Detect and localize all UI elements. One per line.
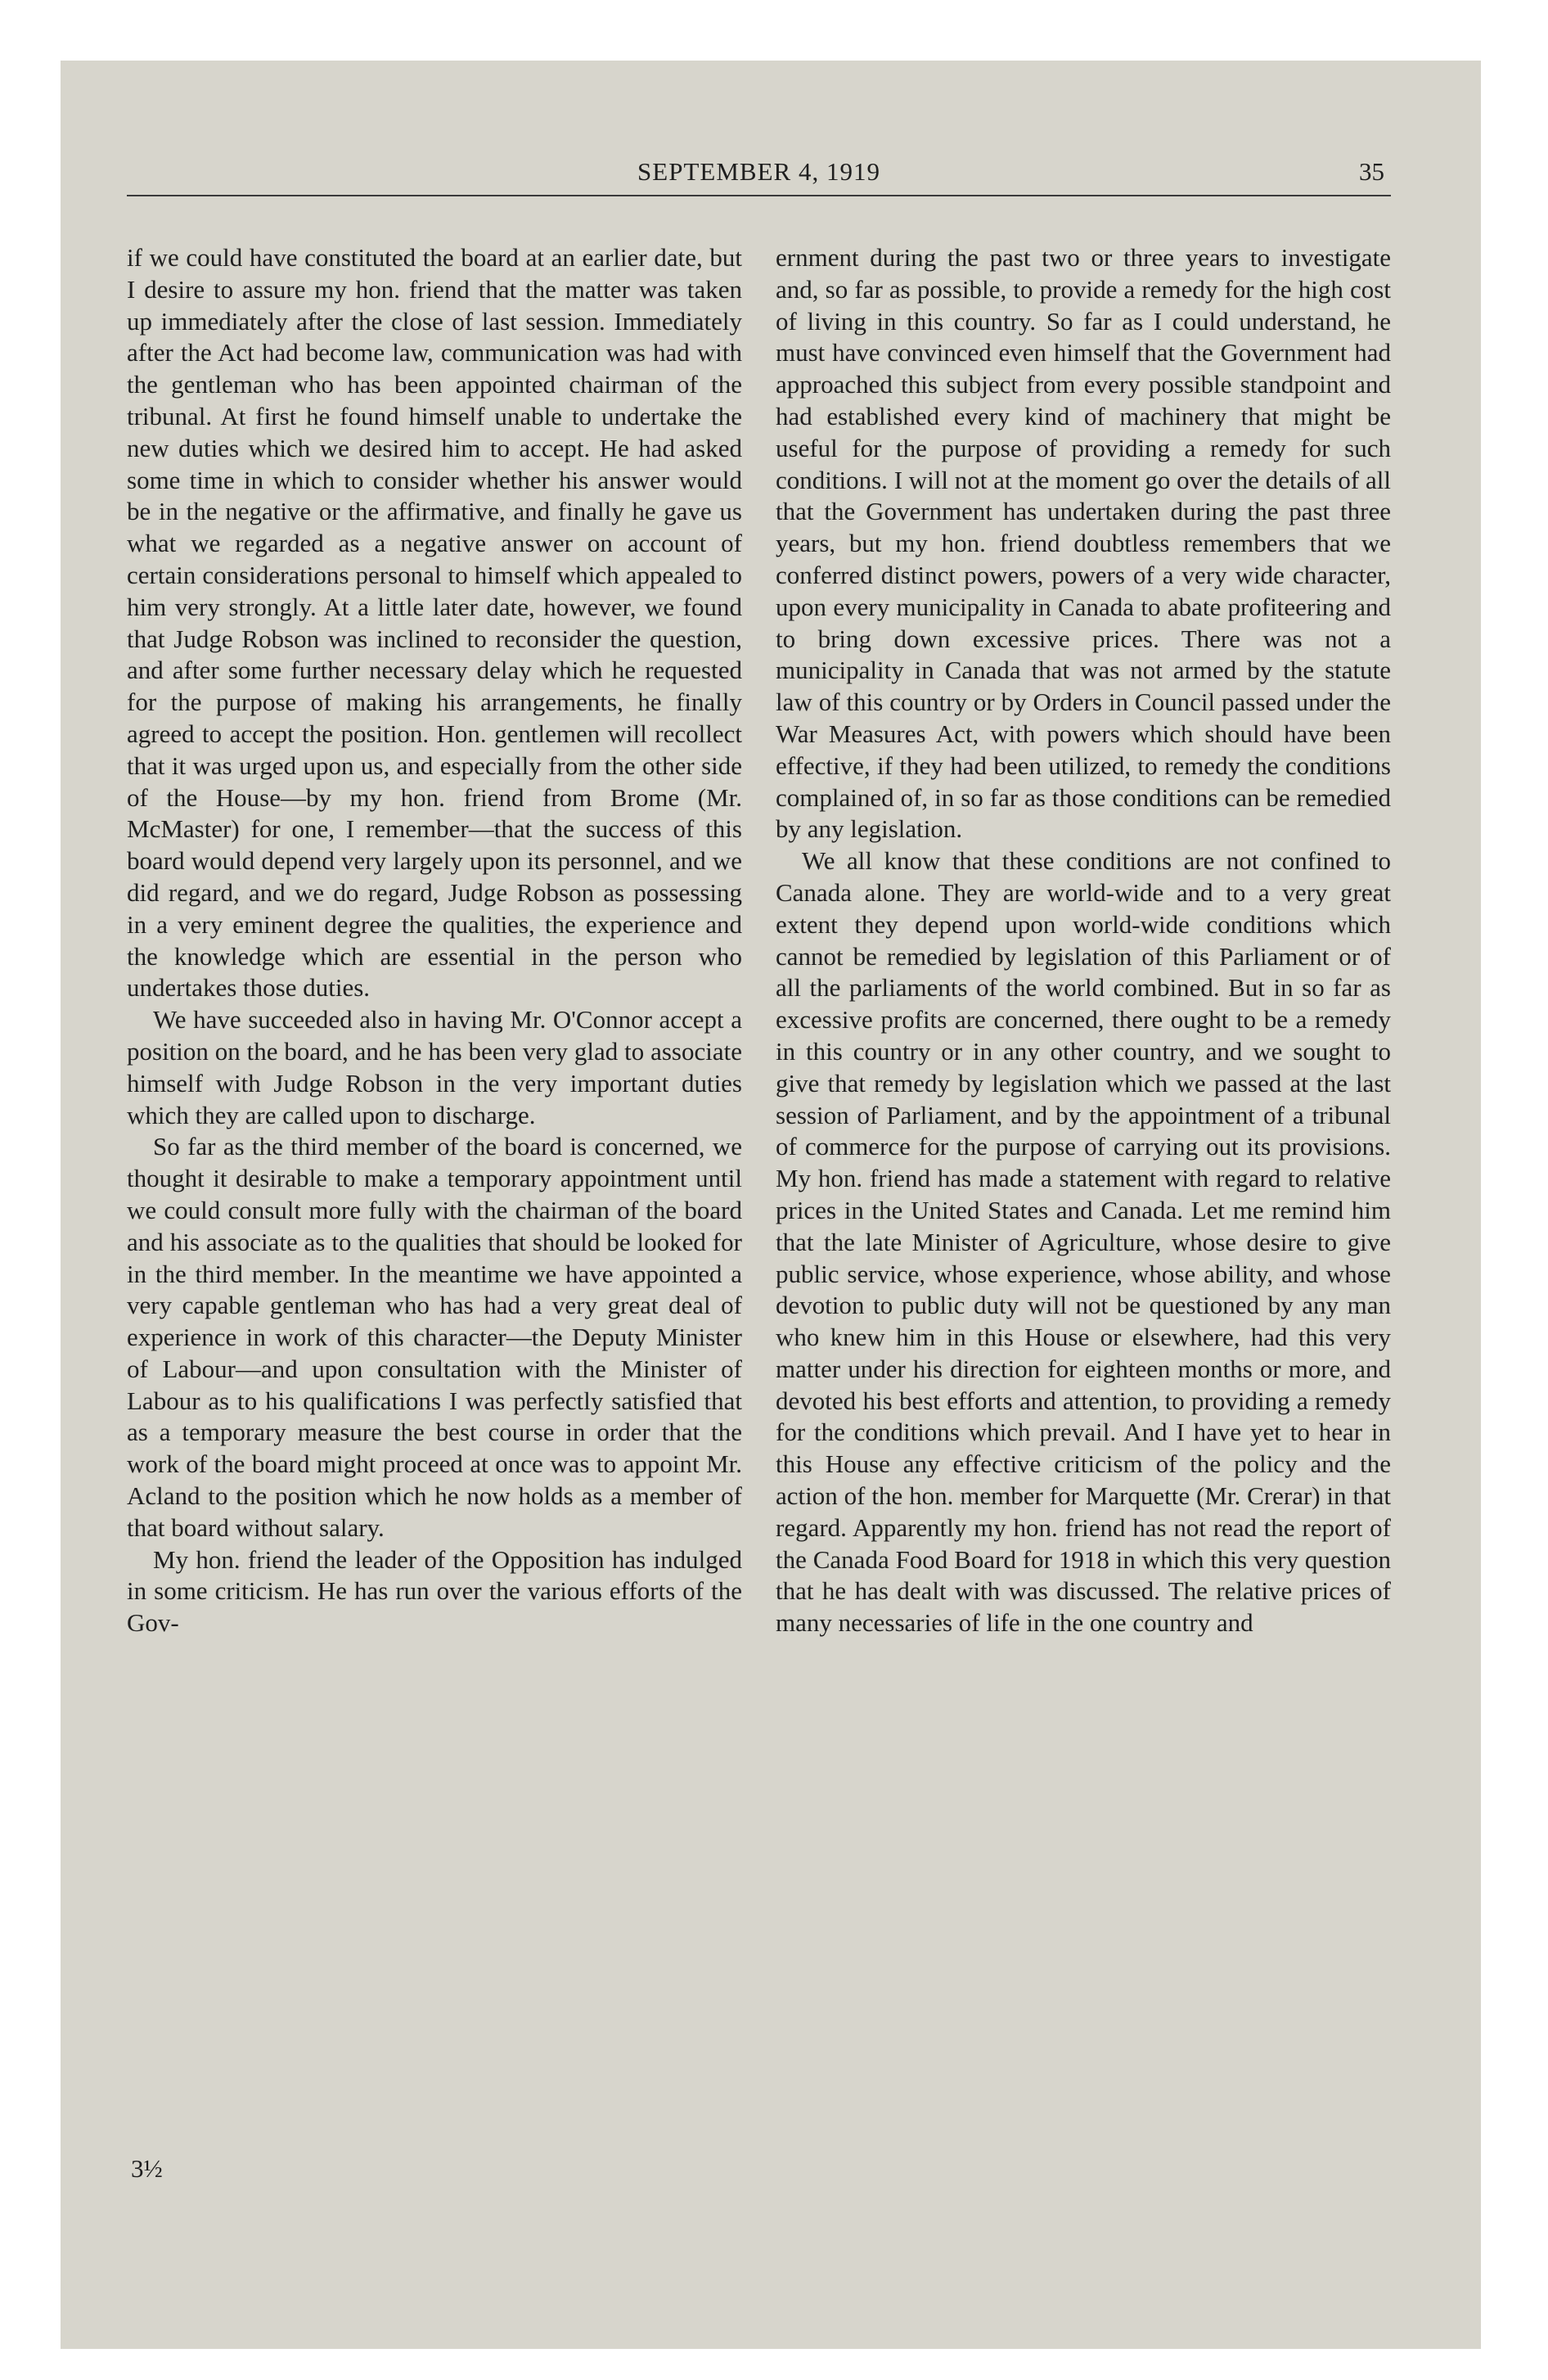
left-column: [127, 242, 742, 1639]
paragraph: We all know that these conditions are not confined to Canada alone. They are world-wide and to a very great extent they depend upon world-wide conditions which cannot be remedied by legislation of this Parliament or of all the parliaments of the world combined. But in so far as excessive profits are concerned, there ought to be a remedy in this country or in any other country, and we sought to give that remedy by legislation which we passed at the last session of Parliament, and by the appointment of a tribunal of commerce for the purpose of carrying out its provisions. My hon. friend has made a statement with regard to relative prices in the United States and Canada. Let me remind him that the late Minister of Agriculture, whose desire to give public service, whose experience, whose ability, and whose devotion to public duty will not be questioned by any man who knew him in this House or elsewhere, had this very matter under his direction for eighteen months or more, and devoted his best efforts and attention, to providing a remedy for the conditions which prevail. And I have yet to hear in this House any effective criticism of the policy and the action of the hon. member for Marquette (Mr. Crerar) in that regard. Apparently my hon. friend has not read the report of the Canada Food Board for 1918 in which this very question that he has dealt with was discussed. The relative prices of many necessaries of life in the one country and: [776, 846, 1391, 1638]
header-rule: [127, 195, 1391, 196]
paragraph: if we could have constituted the board at an earlier date, but I desire to assure my hon. friend that the matter was taken up immediately after the close of last session. Immediately after the Act had become law, communication was had with the gentleman who has been appointed chairman of the tribunal. At first he found himself unable to undertake the new duties which we desired him to accept. He had asked some time in which to consider whether his answer would be in the negative or the affirmative, and finally he gave us what we regarded as a negative answer on account of certain considerations personal to himself which appealed to him very strongly. At a little later date, however, we found that Judge Robson was inclined to reconsider the question, and after some further necessary delay which he requested for the purpose of making his arrangements, he finally agreed to accept the position. Hon. gentlemen will recollect that it was urged upon us, and especially from the other side of the House—by my hon. friend from Brome (Mr. McMaster) for one, I remember—that the success of this board would depend very largely upon its personnel, and we did regard, and we do regard, Judge Robson as possessing in a very eminent degree the qualities, the experience and the knowledge which are essential in the person who undertakes those duties.: [127, 243, 742, 1003]
right-column: [776, 242, 1391, 1639]
paragraph: ernment during the past two or three years to investigate and, so far as possible, to provide a remedy for the high cost of living in this country. So far as I could understand, he must have convinced even himself that the Government had approached this subject from every possible standpoint and had established every kind of machinery that might be useful for the purpose of providing a remedy for such conditions. I will not at the moment go over the details of all that the Government has undertaken during the past three years, but my hon. friend doubtless remembers that we conferred distinct powers, powers of a very wide character, upon every municipality in Canada to abate profiteering and to bring down excessive prices. There was not a municipality in Canada that was not armed by the statute law of this country or by Orders in Council passed under the War Measures Act, with powers which should have been effective, if they had been utilized, to remedy the conditions complained of, in so far as those conditions can be remedied by any legislation.: [776, 243, 1391, 844]
paragraph: So far as the third member of the board is concerned, we thought it desirable to make a temporary appointment until we could consult more fully with the chairman of the board and his associate as to the qualities that should be looked for in the third member. In the meantime we have appointed a very capable gentleman who has had a very great deal of experience in work of this character—the Deputy Minister of Labour—and upon consultation with the Minister of Labour as to his qualifications I was perfectly satisfied that as a temporary measure the best course in order that the work of the board might proceed at once was to appoint Mr. Acland to the position which he now holds as a member of that board without salary.: [127, 1132, 742, 1542]
paragraph: My hon. friend the leader of the Opposition has indulged in some criticism. He has run over the various efforts of the Gov-: [127, 1544, 742, 1638]
signature-mark: 3½: [131, 2154, 163, 2183]
page-header: [127, 157, 1391, 193]
page-number: 35: [1359, 157, 1384, 186]
paragraph: We have succeeded also in having Mr. O'Connor accept a position on the board, and he has been very glad to associate himself with Judge Robson in the very important duties which they are called upon to discharge.: [127, 1005, 742, 1129]
page-date-title: SEPTEMBER 4, 1919: [637, 157, 880, 186]
